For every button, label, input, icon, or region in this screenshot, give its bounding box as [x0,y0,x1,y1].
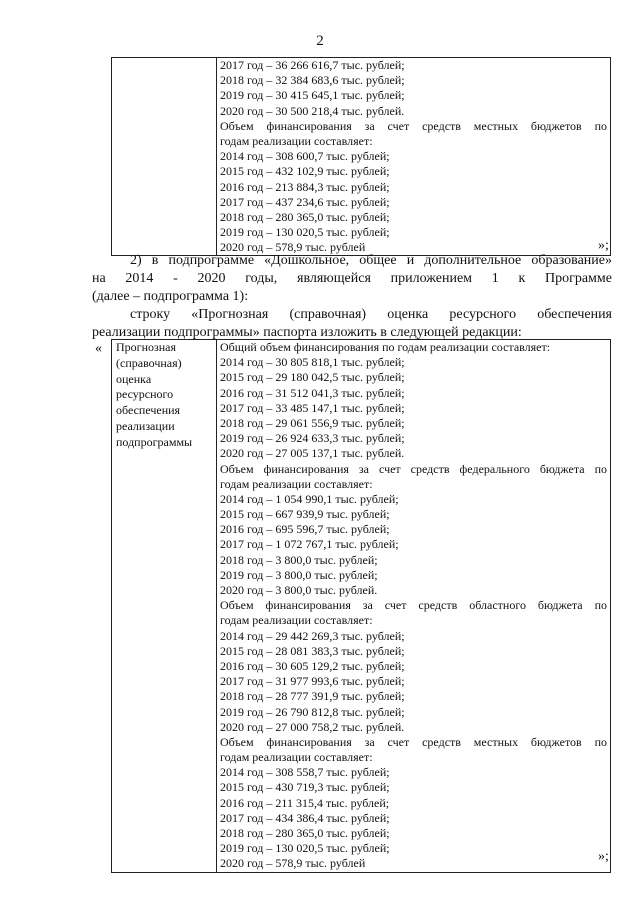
funding-line: 2019 год – 26 924 633,3 тыс. рублей; [220,431,405,446]
table-value-cell [217,58,611,256]
funding-line: 2016 год – 213 884,3 тыс. рублей; [220,179,390,194]
funding-line: 2015 год – 432 102,9 тыс. рублей; [220,164,390,179]
amendment-text-line: (далее – подпрограмма 1): [92,289,249,304]
funding-line: 2014 год – 1 054 990,1 тыс. рублей; [220,491,399,506]
funding-line: 2014 год – 308 558,7 тыс. рублей; [220,765,390,780]
closing-quote: »; [598,238,609,253]
funding-line: 2017 год – 33 485 147,1 тыс. рублей; [220,400,405,415]
funding-heading: Объем финансирования за счет средств местных бюджетов по [220,734,607,749]
funding-line: 2014 год – 29 442 269,3 тыс. рублей; [220,628,405,643]
amendment-text-line: реализации подпрограммы» паспорта изложить в следующей редакции: [92,325,522,340]
funding-line: 2020 год – 27 005 137,1 тыс. рублей. [220,446,405,461]
funding-line: 2020 год – 578,9 тыс. рублей [220,240,366,255]
funding-line: 2014 год – 308 600,7 тыс. рублей; [220,149,390,164]
funding-line: 2015 год – 430 719,3 тыс. рублей; [220,780,390,795]
row-label-line: ресурсного [116,387,174,402]
funding-line: 2016 год – 695 596,7 тыс. рублей; [220,522,390,537]
funding-line: 2018 год – 3 800,0 тыс. рублей; [220,552,378,567]
table-label-cell-empty [112,58,217,256]
funding-line: 2016 год – 30 605 129,2 тыс. рублей; [220,658,405,673]
table-value-cell [217,340,611,873]
funding-line: 2016 год – 211 315,4 тыс. рублей; [220,795,390,810]
funding-line: 2016 год – 31 512 041,3 тыс. рублей; [220,385,405,400]
funding-line: 2020 год – 27 000 758,2 тыс. рублей. [220,719,405,734]
funding-line: 2014 год – 30 805 818,1 тыс. рублей; [220,355,405,370]
funding-heading: Общий объем финансирования по годам реализации составляет: [220,340,551,354]
row-label-line: реализации [116,418,175,433]
row-label-line: оценка [116,371,152,386]
funding-line: 2019 год – 130 020,5 тыс. рублей; [220,841,390,856]
funding-heading: годам реализации составляет: [220,133,373,148]
funding-heading: Объем финансирования за счет средств областного бюджета по [220,598,607,613]
funding-line: 2018 год – 280 365,0 тыс. рублей; [220,209,390,224]
funding-line: 2020 год – 30 500 218,4 тыс. рублей. [220,103,405,118]
funding-line: 2019 год – 130 020,5 тыс. рублей; [220,225,390,240]
table-label-cell [112,340,217,873]
resource-estimate-table [111,339,611,873]
opening-quote: « [95,341,102,356]
funding-heading: Объем финансирования за счет средств местных бюджетов по [220,118,607,133]
funding-line: 2015 год – 667 939,9 тыс. рублей; [220,507,390,522]
funding-line: 2015 год – 28 081 383,3 тыс. рублей; [220,643,405,658]
funding-line: 2019 год – 30 415 645,1 тыс. рублей; [220,88,405,103]
amendment-text-line: 2) в подпрограмме «Дошкольное, общее и дополнительное образование» [130,253,612,268]
funding-line: 2018 год – 32 384 683,6 тыс. рублей; [220,73,405,88]
amendment-text-line: на 2014 - 2020 годы, являющейся приложением 1 к Программе [92,271,612,286]
funding-line: 2018 год – 280 365,0 тыс. рублей; [220,826,390,840]
page-number: 2 [316,33,324,49]
funding-heading: годам реализации составляет: [220,750,373,765]
funding-line: 2018 год – 29 061 556,9 тыс. рублей; [220,415,405,430]
funding-line: 2020 год – 578,9 тыс. рублей [220,856,366,871]
funding-line: 2018 год – 28 777 391,9 тыс. рублей; [220,689,405,704]
row-label-line: подпрограммы [116,434,193,449]
funding-table-continued [111,57,611,256]
row-label-line: (справочная) [116,355,182,370]
funding-heading: годам реализации составляет: [220,476,373,491]
row-label-line: Прогнозная [116,340,177,354]
funding-line: 2019 год – 26 790 812,8 тыс. рублей; [220,704,405,719]
funding-line: 2017 год – 31 977 993,6 тыс. рублей; [220,674,405,689]
funding-line: 2020 год – 3 800,0 тыс. рублей. [220,583,378,597]
funding-line: 2017 год – 1 072 767,1 тыс. рублей; [220,537,399,552]
amendment-text-line: строку «Прогнозная (справочная) оценка ресурсного обеспечения [130,307,612,322]
funding-heading: Объем финансирования за счет средств федерального бюджета по [220,461,607,476]
funding-line: 2015 год – 29 180 042,5 тыс. рублей; [220,370,405,385]
closing-quote: »; [598,849,609,864]
funding-line: 2017 год – 36 266 616,7 тыс. рублей; [220,58,405,72]
funding-heading: годам реализации составляет: [220,613,373,628]
funding-line: 2019 год – 3 800,0 тыс. рублей; [220,567,378,582]
row-label-line: обеспечения [116,403,181,418]
funding-line: 2017 год – 437 234,6 тыс. рублей; [220,194,390,209]
funding-line: 2017 год – 434 386,4 тыс. рублей; [220,810,390,825]
